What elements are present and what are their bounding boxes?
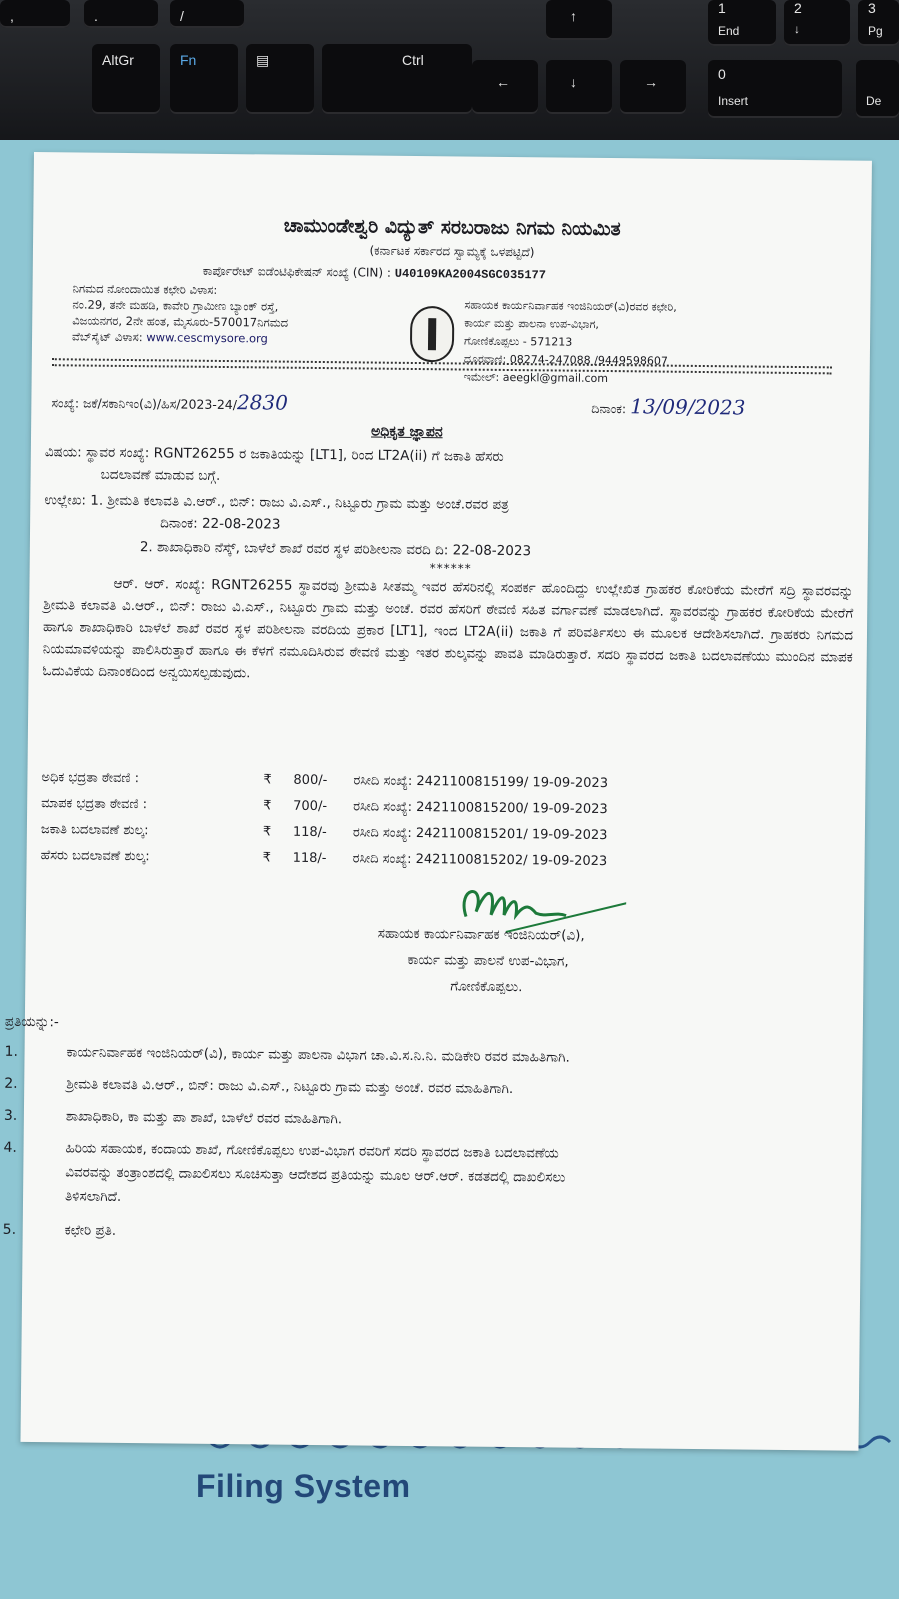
date-label: ದಿನಾಂಕ: xyxy=(591,400,627,417)
copy-item: ವಿವರವನ್ನು ತಂತ್ರಾಂಶದಲ್ಲಿ ದಾಖಲಿಸಲು ಸೂಚಿಸುತ್ತಾ ಆದೇಶದ ಪ್ರತಿಯನ್ನು ಮೂಲ ಆರ್.ಆರ್. ಕಡತದಲ್ಲಿ ದಾಖಲಿಸಲು xyxy=(65,1164,566,1186)
key-dot xyxy=(84,0,158,28)
folder-label: Filing System xyxy=(196,1468,411,1504)
key-comma xyxy=(0,0,70,28)
reference-label: ಸಂಖ್ಯೆ: ಜಕೆ/ಸಕಾನಿಇಂ(ವಿ)/ಹಿಸ/2023-24/ xyxy=(51,395,238,413)
right-arrow-icon: → xyxy=(644,74,658,90)
copy-item: ಕಛೇರಿ ಪ್ರತಿ. xyxy=(64,1222,117,1239)
key-ctrl-label: Ctrl xyxy=(402,52,424,68)
copy-item: ಹಿರಿಯ ಸಹಾಯಕ, ಕಂದಾಯ ಶಾಖೆ, ಗೋಣಿಕೊಪ್ಪಲು ಉಪ-ವಿಭಾಗ ರವರಿಗೆ ಸದರಿ ಸ್ಥಾವರದ ಜಕಾತಿ ಬದಲಾವಣೆಯ xyxy=(65,1140,559,1162)
copy-item: ಶಾಖಾಧಿಕಾರಿ, ಕಾ ಮತ್ತು ಪಾ ಶಾಖೆ, ಬಾಳೆಲೆ ರವರ ಮಾಹಿತಿಗಾಗಿ. xyxy=(65,1108,343,1128)
fee-amount: 700/- xyxy=(293,798,328,815)
fee-amount: 118/- xyxy=(292,824,327,841)
key-end xyxy=(708,0,776,46)
key-comma-label: , xyxy=(10,8,14,24)
copy-number: 5. xyxy=(2,1221,17,1238)
rupee-icon: ₹ xyxy=(263,772,272,788)
rupee-icon: ₹ xyxy=(263,798,272,814)
key-up xyxy=(546,0,612,40)
key-fn-label: Fn xyxy=(180,52,197,68)
key-insert-label: Insert xyxy=(718,94,749,108)
copy-number: 2. xyxy=(4,1075,18,1092)
signatory-line: ಕಾರ್ಯ ಮತ್ತು ಪಾಲನೆ ಉಪ-ವಿಭಾಗ, xyxy=(407,951,569,970)
menu-icon: ▤ xyxy=(256,52,270,68)
key-one-label: 1 xyxy=(718,0,726,16)
cin-line xyxy=(203,264,546,283)
key-two xyxy=(784,0,850,46)
keyboard xyxy=(0,0,899,150)
reference-line: ದಿನಾಂಕ: 22-08-2023 xyxy=(160,515,281,533)
org-subtitle: (ಕರ್ನಾಟಕ ಸರ್ಕಾರದ ಸ್ವಾಮ್ಯಕ್ಕೆ ಒಳಪಟ್ಟಿದೆ) xyxy=(369,243,535,260)
key-down xyxy=(546,60,612,114)
memo-body: ಆರ್. ಆರ್. ಸಂಖ್ಯೆ: RGNT26255 ಸ್ಥಾವರವು ಶ್ರೀಮತಿ ಸೀತಮ್ಮ ಇವರ ಹೆಸರಿನಲ್ಲಿ ಸಂಪರ್ಕ ಹೊಂದಿದ್ದು ಉಲ್ಲೇಖಿತ ಗ್ರಾಹಕರ ಕೋರಿಕೆಯ ಮೇರೆಗೆ ಸದ್ರಿ ಸ್ಥಾವರವನ್ನು ಶ್ರೀಮತಿ ಕಲಾವತಿ ವಿ.ಆರ್., ಬಿನ್: ರಾಜು ವಿ.ಎಸ್., ನಿಟ್ಟೂರು ಗ್ರಾಮ ಮತ್ತು ಅಂಚೆ. ರವರ ಹೆಸರಿಗೆ ಠೇವಣಿ ಸಹಿತ ವರ್ಗಾವಣೆ ಮಾಡಲಾಗಿದೆ. ಸ್ಥಾವರವನ್ನು ಗ್ರಾಹಕರ ಕೋರಿಕೆಯ ಮೇರೆಗೆ ಹಾಗೂ ಶಾಖಾಧಿಕಾರಿ ಬಾಳೆಲೆ ಶಾಖೆ ರವರ ಸ್ಥಳ ಪರಿಶೀಲನಾ ವರದಿಯ ಪ್ರಕಾರ [LT1], ಇಂದ LT2A(ii) ಜಕಾತಿ ಗೆ ಪರಿವರ್ತಿಸಲು ಈ ಮೂಲಕ ಆದೇಶಿಸಲಾಗಿದೆ. ಗ್ರಾಹಕರು ನಿಗಮದ ನಿಯಮಾವಳಿಯನ್ನು ಪಾಲಿಸಿರುತ್ತಾರೆ ಹಾಗೂ ಈ ಕೆಳಗೆ ನಮೂದಿಸಿರುವ ಠೇವಣಿ ಮತ್ತು ಇತರ ಶುಲ್ಕವನ್ನು ಪಾವತಿ ಮಾಡಿರುತ್ತಾರೆ. ಸದರಿ ಸ್ಥಾವರದ ಜಕಾತಿ ಬದಲಾವಣೆಯು ಮುಂದಿನ ಮಾಪಕ ಓದುವಿಕೆಯ ದಿನಾಂಕದಿಂದ ಅನ್ವಯಿಸಲ್ಪಡುವುದು. xyxy=(42,575,854,682)
reference-line: 2. ಶಾಖಾಧಿಕಾರಿ ನೆಸ್ಕ್, ಬಾಳೆಲೆ ಶಾಖೆ ರವರ ಸ್ಥಳ ಪರಿಶೀಲನಾ ವರದಿ ದಿ: 22-08-2023 xyxy=(139,539,532,560)
key-altgr-label: AltGr xyxy=(102,52,134,68)
down-arrow-icon: ↓ xyxy=(570,74,577,90)
rupee-icon: ₹ xyxy=(262,824,272,840)
key-menu xyxy=(246,44,314,114)
address-line: ಗೋಣಿಕೊಪ್ಪಲು - 571213 xyxy=(463,334,573,349)
address-line: ಸಹಾಯಕ ಕಾರ್ಯನಿರ್ವಾಹಕ ಇಂಜಿನಿಯರ್(ವಿ)ರವರ ಕಛೇರಿ, xyxy=(464,298,677,314)
cin-label: ಕಾರ್ಪೊರೇಟ್ ಐಡೆಂಟಿಫಿಕೇಷನ್ ಸಂಖ್ಯೆ (CIN) : xyxy=(202,263,392,280)
fee-label: ಜಕಾತಿ ಬದಲಾವಣೆ ಶುಲ್ಕ: xyxy=(40,822,149,839)
key-altgr xyxy=(92,44,160,114)
copy-number: 3. xyxy=(3,1107,18,1124)
address-line: ವಿಜಯನಗರ, 2ನೇ ಹಂತ, ಮೈಸೂರು-570017ನಿಗಮದ xyxy=(72,313,289,330)
address-line: ನಂ.29, ತನೇ ಮಹಡಿ, ಕಾವೇರಿ ಗ್ರಾಮೀಣ ಬ್ಯಾಂಕ್ ರಸ್ತೆ, xyxy=(72,297,279,314)
key-three-label: 3 xyxy=(868,0,876,16)
key-dot-label: . xyxy=(94,8,98,24)
fee-row xyxy=(41,796,608,817)
key-slash xyxy=(170,0,244,28)
website-link[interactable]: www.cescmysore.org xyxy=(146,330,268,346)
reference-line: ಉಲ್ಲೇಖ: 1. ಶ್ರೀಮತಿ ಕಲಾವತಿ ವಿ.ಆರ್., ಬಿನ್: ರಾಜು ವಿ.ಎಸ್., ನಿಟ್ಟೂರು ಗ್ರಾಮ ಮತ್ತು ಅಂಚೆ.ರವರ ಪತ್ರ xyxy=(44,492,509,513)
email-line: ಇಮೇಲ್: aeegkl@gmail.com xyxy=(463,370,609,386)
registered-address xyxy=(72,280,289,346)
signatory-line: ಸಹಾಯಕ ಕಾರ್ಯನಿರ್ವಾಹಕ ಇಂಜಿನಿಯರ್(ವಿ), xyxy=(377,925,585,944)
handwritten-number: 2830 xyxy=(236,390,289,415)
key-insert xyxy=(708,60,842,118)
up-arrow-icon: ↑ xyxy=(570,8,577,24)
key-three xyxy=(858,0,899,46)
down-arrow-icon: ↓ xyxy=(794,22,800,36)
fee-row xyxy=(41,848,608,869)
key-right xyxy=(620,60,686,114)
fee-receipt: ರಸೀದಿ ಸಂಖ್ಯೆ: 242110081520​0/ 19-09-2023 xyxy=(353,799,608,818)
fee-amount: 800/- xyxy=(293,772,328,789)
cesc-logo xyxy=(410,306,455,362)
copy-item: ತಿಳಿಸಲಾಗಿದೆ. xyxy=(64,1188,122,1205)
rupee-icon: ₹ xyxy=(262,850,271,866)
key-end-label: End xyxy=(718,24,740,38)
fee-receipt: ರಸೀದಿ ಸಂಖ್ಯೆ: 242110081520​1/ 19-09-2023 xyxy=(352,825,608,844)
key-zero-label: 0 xyxy=(718,66,726,82)
memo-heading: ಅಧಿಕೃತ ಜ್ಞಾಪನ xyxy=(371,423,443,441)
key-pg-label: Pg xyxy=(868,24,883,38)
handwritten-date: 13/09/2023 xyxy=(630,394,746,420)
website-line xyxy=(72,328,288,346)
copy-item: ಶ್ರೀಮತಿ ಕಲಾವತಿ ವಿ.ಆರ್., ಬಿನ್: ರಾಜು ವಿ.ಎಸ್., ನಿಟ್ಟೂರು ಗ್ರಾಮ ಮತ್ತು ಅಂಚೆ. ರವರ ಮಾಹಿತಿಗಾಗಿ. xyxy=(66,1076,514,1098)
subject-line: ವಿಷಯ: ಸ್ಥಾವರ ಸಂಖ್ಯೆ: RGNT26255 ರ ಜಕಾತಿಯನ್ನು [LT1], ರಿಂದ LT2A(ii) ಗೆ ಜಕಾತಿ ಹೆಸರು xyxy=(44,444,504,465)
office-address xyxy=(464,297,677,389)
subject-line: ಬದಲಾವಣೆ ಮಾಡುವ ಬಗ್ಗೆ. xyxy=(100,466,221,484)
key-left xyxy=(472,60,538,114)
fee-label: ಮಾಪಕ ಭದ್ರತಾ ಠೇವಣಿ : xyxy=(41,796,148,813)
signatory-line: ಗೋಣಿಕೊಪ್ಪಲು. xyxy=(450,978,523,996)
fee-receipt: ರಸೀದಿ ಸಂಖ್ಯೆ: 242110081519​9/ 19-09-2023 xyxy=(353,773,609,792)
address-line: ನಿಗಮದ ನೋಂದಾಯಿತ ಕಛೇರಿ ವಿಳಾಸ: xyxy=(72,281,218,297)
fee-label: ಅಧಿಕ ಭದ್ರತಾ ಠೇವಣಿ : xyxy=(41,770,140,787)
address-line: ಕಾರ್ಯ ಮತ್ತು ಪಾಲನಾ ಉಪ-ವಿಭಾಗ, xyxy=(464,316,600,331)
cin-value: U40109KA2004SGC035177 xyxy=(394,266,547,283)
key-delete xyxy=(856,60,899,118)
document-page xyxy=(2,152,871,1451)
key-two-label: 2 xyxy=(794,0,802,16)
org-name: ಚಾಮುಂಡೇಶ್ವರಿ ವಿದ್ಯುತ್ ಸರಬರಾಜು ನಿಗಮ ನಿಯಮಿತ xyxy=(283,214,621,241)
key-fn xyxy=(170,44,238,114)
fee-label: ಹೆಸರು ಬದಲಾವಣೆ ಶುಲ್ಕ: xyxy=(40,848,150,865)
copy-number: 1. xyxy=(4,1043,19,1060)
fee-receipt: ರಸೀದಿ ಸಂಖ್ಯೆ: 242110081520​2/ 19-09-2023 xyxy=(352,851,608,870)
fee-row xyxy=(41,822,608,843)
reference-number xyxy=(51,388,288,414)
fee-row xyxy=(41,770,608,791)
separator-stars: ****** xyxy=(429,561,472,576)
reference-date xyxy=(591,394,745,420)
website-label: ವೆಬ್‌ಸೈಟ್ ವಿಳಾಸ: xyxy=(71,329,143,345)
fee-amount: 118/- xyxy=(292,850,327,867)
key-ctrl xyxy=(322,44,472,114)
copy-item: ಕಾರ್ಯನಿರ್ವಾಹಕ ಇಂಜಿನಿಯರ್(ವಿ), ಕಾರ್ಯ ಮತ್ತು ಪಾಲನಾ ವಿಭಾಗ ಚಾ.ವಿ.ಸ.ನಿ.ನಿ. ಮಡಿಕೇರಿ ರವರ ಮಾಹಿತಿಗಾಗಿ. xyxy=(66,1044,570,1066)
copies-heading: ಪ್ರತಿಯನ್ನು:- xyxy=(4,1013,59,1031)
copy-number: 4. xyxy=(3,1139,18,1156)
key-slash-label: / xyxy=(180,8,184,24)
phone-line: ದೂರವಾಣಿ: 08274-247088 /9449598607 xyxy=(463,352,668,368)
key-de-label: De xyxy=(866,94,882,108)
left-arrow-icon: ← xyxy=(496,74,510,90)
